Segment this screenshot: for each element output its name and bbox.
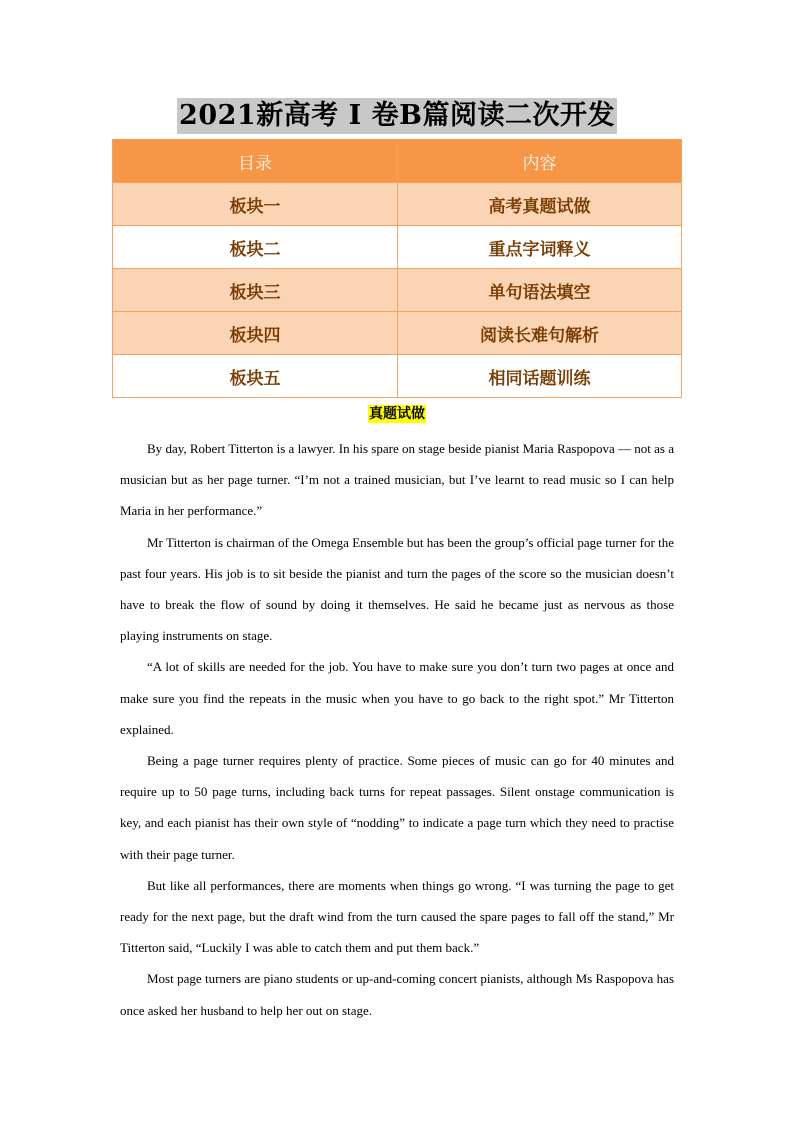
block-cell: 板块五 [113,355,398,398]
block-cell: 板块三 [113,269,398,312]
block-cell: 板块二 [113,226,398,269]
table-row [113,183,682,226]
title-container [0,98,794,134]
reading-passage [120,433,674,1026]
section-heading: 真题试做 [369,406,425,422]
header-content: 内容 [398,140,682,183]
section-heading-container [0,403,794,423]
paragraph: But like all performances, there are moments when things go wrong. “I was turning the page to get ready for the next page, but the draft wind from the turn caused the spare pages to fall off the stand,” Mr Titterton said, “Luckily I was able to catch them and put them back.” [120,877,674,956]
paragraph: Mr Titterton is chairman of the Omega Ensemble but has been the group’s official page turner for the past four years. His job is to sit beside the pianist and turn the pages of the score so the musician doesn’t have to break the flow of sound by doing it themselves. He said he became just as nervous as those playing instruments on stage. [120,534,674,644]
document-title: 2021新高考 I 卷B篇阅读二次开发 [177,98,617,134]
content-cell: 单句语法填空 [398,269,682,312]
table-row [113,269,682,312]
content-cell: 相同话题训练 [398,355,682,398]
table-row [113,226,682,269]
paragraph: Most page turners are piano students or up-and-coming concert pianists, although Ms Raspopova has once asked her husband to help her out on stage. [120,971,674,1018]
block-cell: 板块一 [113,183,398,226]
content-cell: 重点字词释义 [398,226,682,269]
block-cell: 板块四 [113,312,398,355]
table-row [113,312,682,355]
header-catalog: 目录 [113,140,398,183]
paragraph: “A lot of skills are needed for the job. You have to make sure you don’t turn two pages at once and make sure you find the repeats in the music when you have to go back to the right spot.” Mr Titterton explained. [120,659,674,737]
paragraph: Being a page turner requires plenty of practice. Some pieces of music can go for 40 minutes and require up to 50 page turns, including back turns for repeat passages. Silent onstage communication is key, and each pianist has their own style of “nodding” to indicate a page turn which they need to practise with their page turner. [120,753,674,862]
contents-table [112,139,682,398]
table-row [113,355,682,398]
content-cell: 高考真题试做 [398,183,682,226]
content-cell: 阅读长难句解析 [398,312,682,355]
paragraph: By day, Robert Titterton is a lawyer. In his spare on stage beside pianist Maria Raspopova — not as a musician but as her page turner. “I’m not a trained musician, but I’ve learnt to read music so I can help Maria in her performance.” [120,441,674,519]
table-header-row [113,140,682,183]
